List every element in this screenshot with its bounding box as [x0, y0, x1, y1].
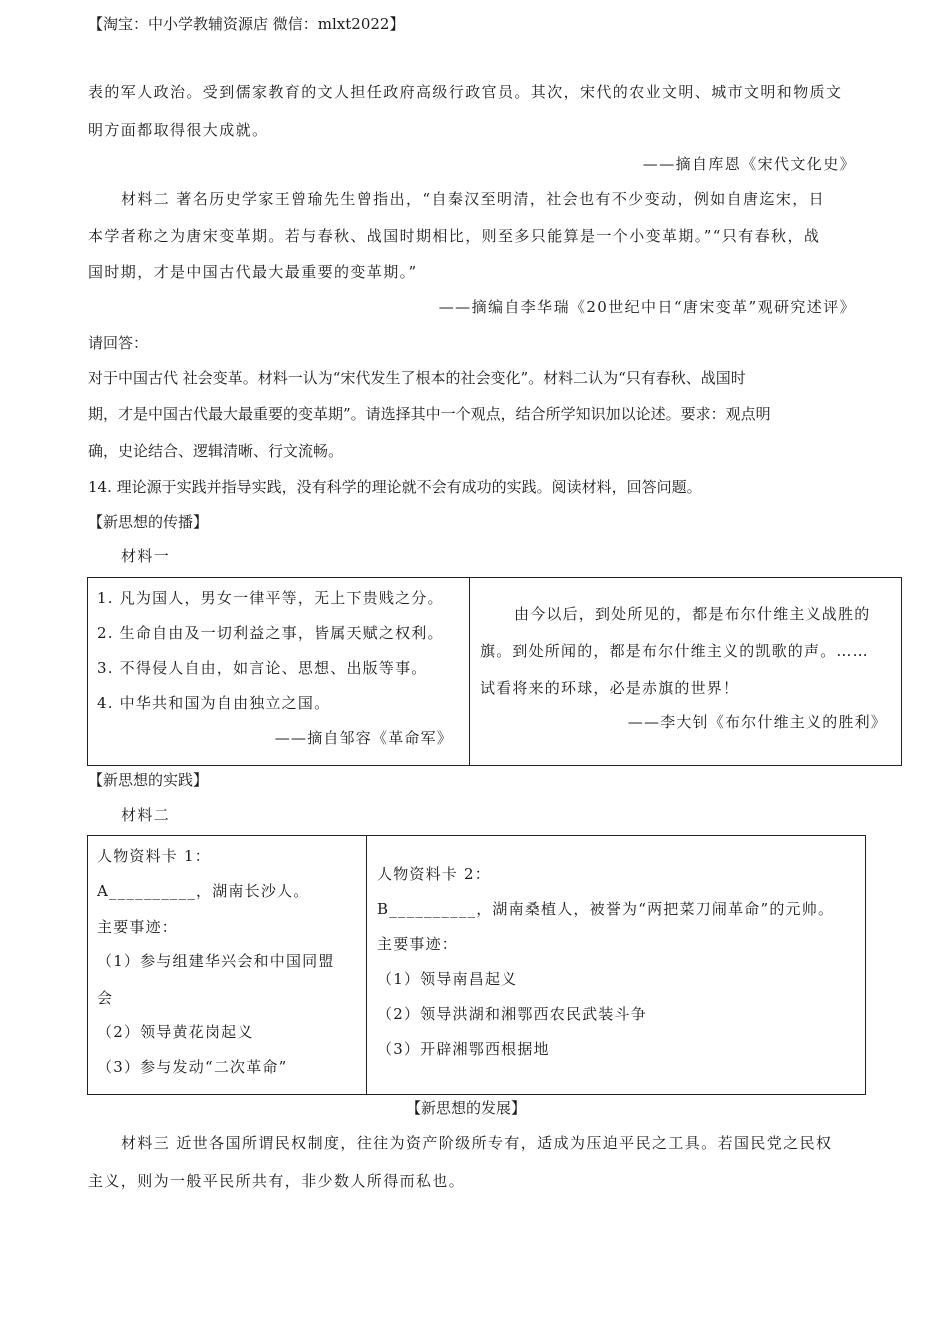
card-fact: （2）领导洪湖和湘鄂西农民武装斗争: [377, 1005, 647, 1023]
material-two-line: 国时期，才是中国古代最大最重要的变革期。”: [88, 263, 418, 281]
passage-line: 表的军人政治。受到儒家教育的文人担任政府高级行政官员。其次，宋代的农业文明、城市文明和物质文: [88, 83, 843, 101]
table-source: ——摘自邹容《革命军》: [274, 729, 453, 747]
table-source: ——李大钊《布尔什维主义的胜利》: [627, 713, 887, 731]
material-three-line: 主义，则为一般平民所共有，非少数人所得而私也。: [88, 1172, 466, 1190]
material-two-table: [87, 835, 866, 1095]
section-heading: 【新思想的传播】: [88, 513, 209, 531]
passage-line: 明方面都取得很大成就。: [88, 121, 269, 139]
card-fact: （1）领导南昌起义: [377, 970, 518, 988]
question-14-intro: 14. 理论源于实践并指导实践，没有科学的理论就不会有成功的实践。阅读材料，回答问题。: [88, 478, 702, 496]
passage-source: ——摘自库恩《宋代文化史》: [642, 155, 856, 173]
table-cell-right: [469, 578, 901, 765]
table-cell-left: [88, 578, 469, 765]
section-heading: 【新思想的实践】: [88, 771, 209, 789]
question-line: 期，才是中国古代最大最重要的变革期”。请选择其中一个观点，结合所学知识加以论述。要求：观点明: [88, 405, 771, 423]
card-fact: （2）领导黄花岗起义: [97, 1023, 254, 1041]
material-three-line: 材料三 近世各国所谓民权制度，往往为资产阶级所专有，适成为压迫平民之工具。若国民党之民权: [121, 1134, 833, 1152]
quote-line: 试看将来的环球，必是赤旗的世界！: [480, 679, 740, 697]
profile-card-b: [366, 836, 865, 1094]
list-item: 1. 凡为国人，男女一律平等，无上下贵贱之分。: [97, 589, 444, 607]
list-item: 2. 生命自由及一切利益之事，皆属天赋之权利。: [97, 624, 444, 642]
material-one-table: [87, 577, 902, 766]
question-line: 对于中国古代 社会变革。材料一认为“宋代发生了根本的社会变化”。材料二认为“只有春秋、战国时: [88, 369, 746, 387]
card-title: 人物资料卡 2：: [377, 865, 491, 883]
material-label: 材料一: [121, 547, 171, 565]
list-item: 4. 中华共和国为自由独立之国。: [97, 694, 331, 712]
material-two-line: 材料二 著名历史学家王曾瑜先生曾指出，“自秦汉至明清，社会也有不少变动，例如自唐迄宋，日: [121, 190, 826, 208]
card-name-line: B__________，湖南桑植人，被誉为“两把菜刀闹革命”的元帅。: [377, 900, 835, 918]
card-facts-label: 主要事迹：: [97, 918, 179, 936]
card-fact: 会: [97, 989, 114, 1007]
card-name-line: A__________，湖南长沙人。: [97, 882, 310, 900]
card-fact: （3）开辟湘鄂西根据地: [377, 1040, 550, 1058]
card-fact: （3）参与发动“二次革命”: [97, 1058, 288, 1076]
question-prompt: 请回答：: [88, 334, 149, 352]
card-facts-label: 主要事迹：: [377, 935, 459, 953]
material-two-line: 本学者称之为唐宋变革期。若与春秋、战国时期相比，则至多只能算是一个小变革期。”“只有春秋，战: [88, 227, 821, 245]
quote-line: 旗。到处所闻的，都是布尔什维主义的凯歌的声。……: [480, 642, 869, 660]
section-heading: 【新思想的发展】: [406, 1099, 527, 1117]
quote-line: 由今以后，到处所见的，都是布尔什维主义战胜的: [514, 605, 871, 623]
question-line: 确，史论结合、逻辑清晰、行文流畅。: [88, 442, 344, 460]
card-title: 人物资料卡 1：: [97, 847, 211, 865]
list-item: 3. 不得侵人自由，如言论、思想、出版等事。: [97, 659, 428, 677]
material-two-source: ——摘编自李华瑞《20世纪中日“唐宋变革”观研究述评》: [438, 298, 856, 316]
profile-card-a: [88, 836, 366, 1094]
card-fact: （1）参与组建华兴会和中国同盟: [97, 952, 335, 970]
shop-header: 【淘宝：中小学教辅资源店 微信：mlxt2022】: [88, 15, 405, 33]
material-label: 材料二: [121, 806, 171, 824]
